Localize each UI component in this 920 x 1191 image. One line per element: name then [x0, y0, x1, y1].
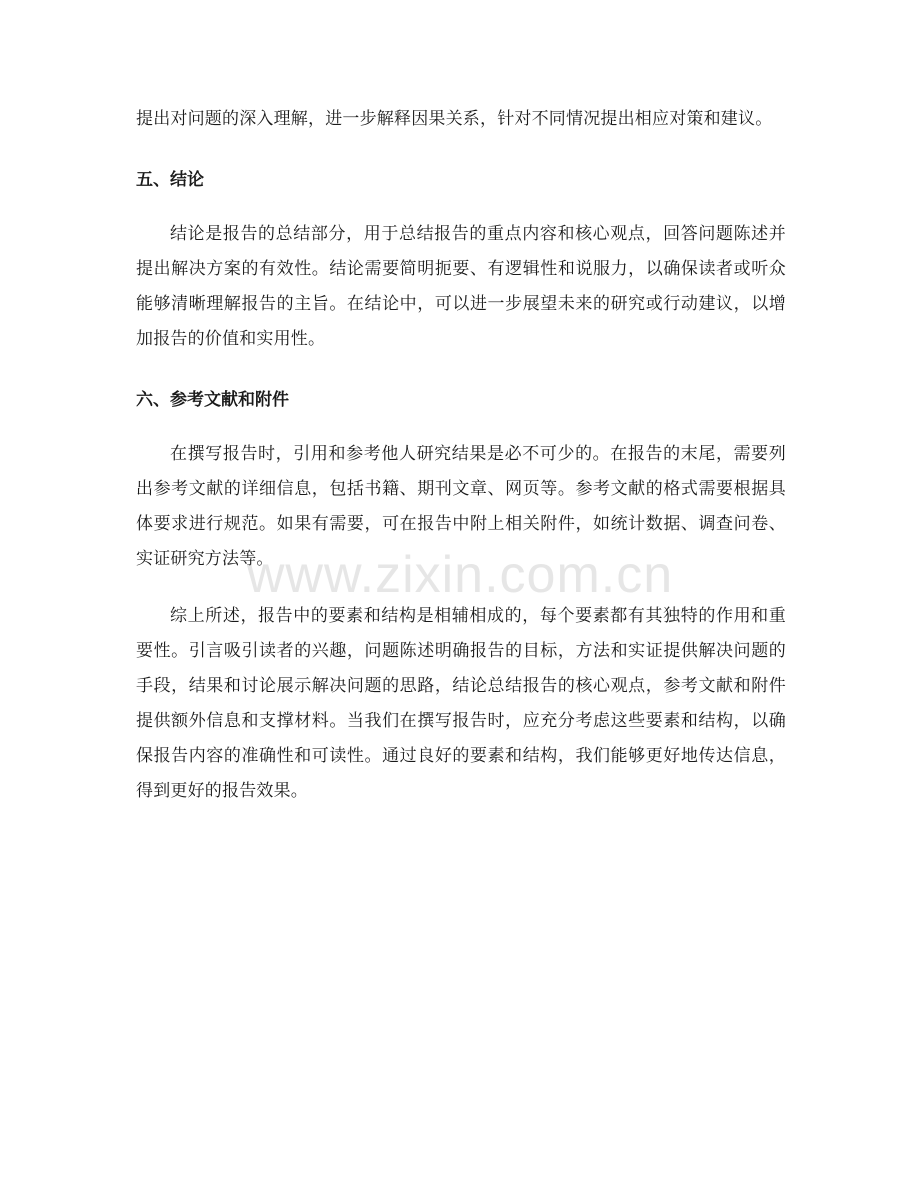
- conclusion-paragraph: 结论是报告的总结部分，用于总结报告的重点内容和核心观点，回答问题陈述并提出解决方案的有效性。结论需要简明扼要、有逻辑性和说服力，以确保读者或听众能够清晰理解报告的主旨。在结论中，可以进一步展望未来的研究或行动建议，以增加报告的价值和实用性。: [136, 224, 786, 349]
- document-body: [136, 102, 786, 809]
- section-heading-references: 六、参考文献和附件: [136, 390, 289, 410]
- section-heading-conclusion: 五、结论: [136, 170, 204, 190]
- intro-continuation-paragraph: 提出对问题的深入理解，进一步解释因果关系，针对不同情况提出相应对策和建议。: [136, 109, 773, 129]
- references-paragraph: 在撰写报告时，引用和参考他人研究结果是必不可少的。在报告的末尾，需要列出参考文献的详细信息，包括书籍、期刊文章、网页等。参考文献的格式需要根据具体要求进行规范。如果有需要，可在报告中附上相关附件，如统计数据、调查问卷、实证研究方法等。: [136, 444, 786, 569]
- summary-paragraph: 综上所述，报告中的要素和结构是相辅相成的，每个要素都有其独特的作用和重要性。引言吸引读者的兴趣，问题陈述明确报告的目标，方法和实证提供解决问题的手段，结果和讨论展示解决问题的思路，结论总结报告的核心观点，参考文献和附件提供额外信息和支撑材料。当我们在撰写报告时，应充分考虑这些要素和结构，以确保报告内容的准确性和可读性。通过良好的要素和结构，我们能够更好地传达信息，得到更好的报告效果。: [136, 606, 786, 801]
- watermark: www.zixin.com.cn: [246, 546, 674, 604]
